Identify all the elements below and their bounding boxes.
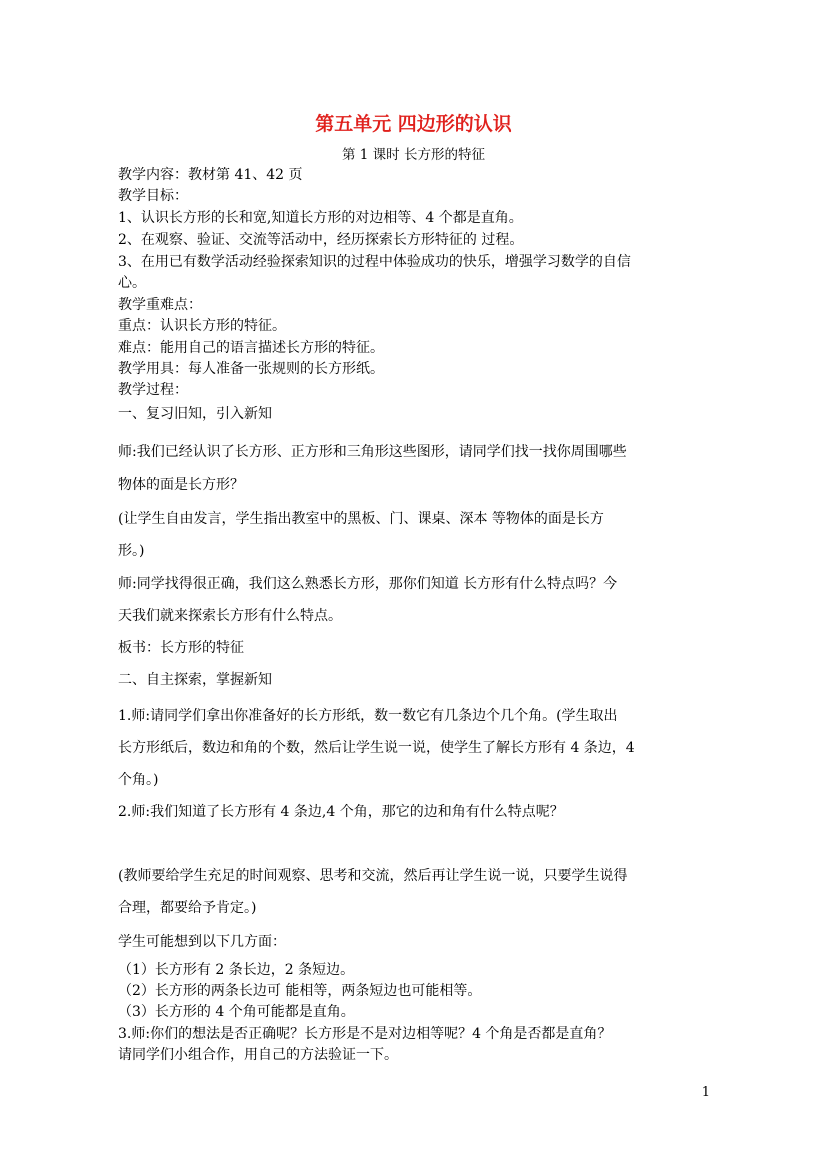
text-line: 师:同学找得很正确，我们这么熟悉长方形，那你们知道 长方形有什么特点吗？今 [118,576,618,592]
text-line: 合理，都要给予肯定。) [118,900,257,916]
lesson-subtitle: 第 1 课时 长方形的特征 [342,147,485,163]
text-line: 长方形纸后，数边和角的个数，然后让学生说一说，使学生了解长方形有 4 条边，4 [118,740,635,756]
page-title: 第五单元 四边形的认识 [315,113,512,135]
text-line: 心。 [118,275,146,291]
text-line: 2.师:我们知道了长方形有 4 条边,4 个角，那它的边和角有什么特点呢？ [118,804,564,820]
text-line: 个角。) [118,772,159,788]
text-line: (教师要给学生充足的时间观察、思考和交流，然后再让学生说一说，只要学生说得 [118,868,628,884]
list-item: （2）长方形的两条长边可 能相等，两条短边也可能相等。 [118,983,482,999]
text-line: 教学重难点： [118,297,202,313]
text-line: 2、在观察、验证、交流等活动中，经历探索长方形特征的 过程。 [118,232,524,248]
section-heading: 二、自主探索，掌握新知 [118,672,272,688]
text-line: 重点：认识长方形的特征。 [118,318,286,334]
text-line: 教学用具：每人准备一张规则的长方形纸。 [118,361,384,377]
text-line: 1.师:请同学们拿出你准备好的长方形纸，数一数它有几条边个几个角。(学生取出 [118,708,618,724]
text-line: 3、在用已有数学活动经验探索知识的过程中体验成功的快乐，增强学习数学的自信 [118,254,631,270]
text-line: 请同学们小组合作，用自己的方法验证一下。 [118,1047,398,1063]
text-line: (让学生自由发言，学生指出教室中的黑板、门、课桌、深本 等物体的面是长方 [118,511,604,527]
text-line: 学生可能想到以下几方面： [118,934,286,950]
text-line: 3.师:你们的想法是否正确呢？长方形是不是对边相等呢？4 个角是否都是直角？ [118,1026,612,1042]
text-line: 难点：能用自己的语言描述长方形的特征。 [118,340,384,356]
text-line: 物体的面是长方形？ [118,477,244,493]
text-line: 形。) [118,543,145,559]
section-heading: 一、复习旧知，引入新知 [118,406,272,422]
list-item: （3）长方形的 4 个角可能都是直角。 [118,1004,355,1020]
text-line: 1、认识长方形的长和宽,知道长方形的对边相等、4 个都是直角。 [118,210,523,226]
text-line: 板书：长方形的特征 [118,640,244,656]
text-line: 天我们就来探索长方形有什么特点。 [118,608,342,624]
list-item: （1）长方形有 2 条长边，2 条短边。 [118,962,355,978]
text-line: 教学内容：教材第 41、42 页 [118,167,303,183]
page-number: 1 [701,1085,710,1100]
text-line: 教学目标： [118,188,188,204]
text-line: 教学过程： [118,382,188,398]
text-line: 师:我们已经认识了长方形、正方形和三角形这些图形，请同学们找一找你周围哪些 [118,444,627,460]
